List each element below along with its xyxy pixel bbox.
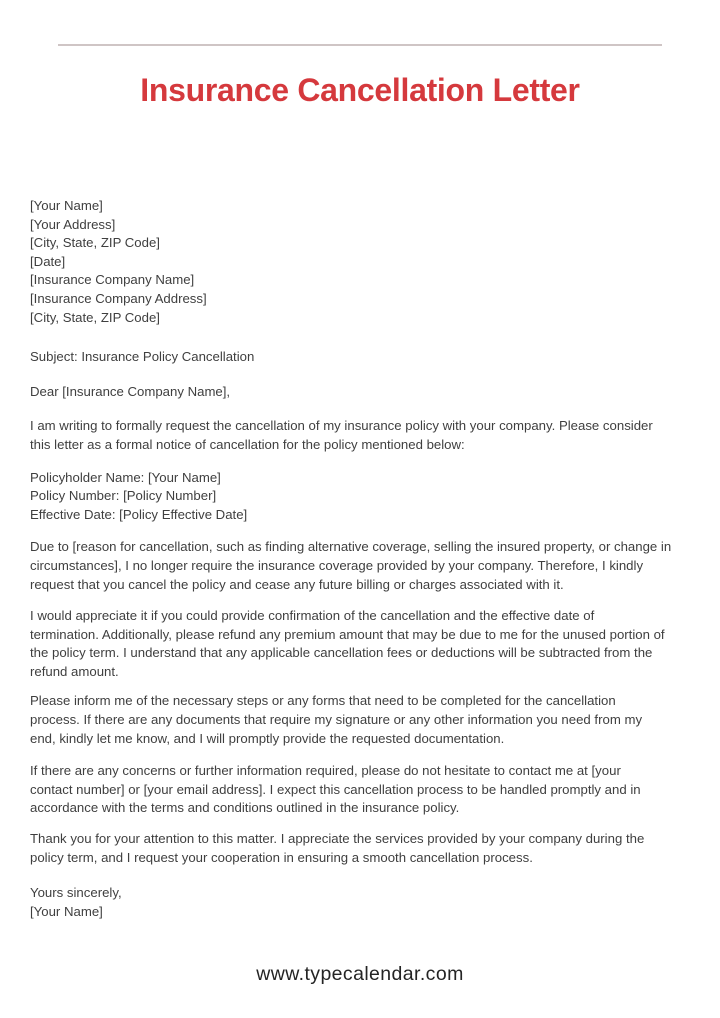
address-line: [Insurance Company Name] bbox=[30, 272, 195, 288]
paragraph-line: termination. Additionally, please refund any premium amount that may be due to me for the unused portion of bbox=[30, 626, 665, 642]
paragraph bbox=[30, 538, 692, 594]
paragraph-line: this letter as a formal notice of cancellation for the policy mentioned below: bbox=[30, 436, 465, 452]
letter-body bbox=[30, 197, 692, 921]
policy-line: Effective Date: [Policy Effective Date] bbox=[30, 506, 248, 522]
closing bbox=[30, 884, 692, 921]
paragraph-line: If there are any concerns or further information required, please do not hesitate to contact me at [your bbox=[30, 763, 621, 779]
address-line: [Your Address] bbox=[30, 216, 116, 232]
paragraph bbox=[30, 762, 692, 818]
paragraph bbox=[30, 607, 692, 681]
address-line: [City, State, ZIP Code] bbox=[30, 309, 160, 325]
closing-line: [Your Name] bbox=[30, 903, 103, 919]
paragraph-line: I am writing to formally request the cancellation of my insurance policy with your company. Please consider bbox=[30, 418, 653, 434]
paragraph-line: circumstances], I no longer require the insurance coverage provided by your company. Therefore, I kindly bbox=[30, 557, 644, 573]
paragraph-line: end, kindly let me know, and I will promptly provide the requested documentation. bbox=[30, 730, 505, 746]
paragraph-line: policy term, and I request your cooperation in ensuring a smooth cancellation process. bbox=[30, 849, 533, 865]
address-line: [City, State, ZIP Code] bbox=[30, 235, 160, 251]
address-line: [Your Name] bbox=[30, 198, 103, 213]
paragraph bbox=[30, 692, 692, 748]
address-line: [Insurance Company Address] bbox=[30, 290, 207, 306]
paragraph-line: the policy term. I understand that any applicable cancellation fees or deductions will be subtracted from the bbox=[30, 645, 653, 661]
footer-url: www.typecalendar.com bbox=[256, 963, 464, 986]
greeting-text: Dear [Insurance Company Name], bbox=[30, 383, 231, 399]
subject-line bbox=[30, 348, 692, 367]
subject-text: Subject: Insurance Policy Cancellation bbox=[30, 349, 255, 365]
closing-line: Yours sincerely, bbox=[30, 885, 122, 901]
policy-details bbox=[30, 469, 692, 525]
paragraph-line: request that you cancel the policy and cease any future billing or charges associated with it. bbox=[30, 576, 564, 592]
paragraph-line: I would appreciate it if you could provide confirmation of the cancellation and the effective date of bbox=[30, 608, 595, 624]
paragraph-line: Due to [reason for cancellation, such as finding alternative coverage, selling the insured property, or change in bbox=[30, 539, 672, 555]
paragraph-line: contact number] or [your email address]. I expect this cancellation process to be handled promptly and in bbox=[30, 781, 641, 797]
policy-line: Policyholder Name: [Your Name] bbox=[30, 469, 221, 485]
header-divider bbox=[58, 44, 662, 46]
page-title: Insurance Cancellation Letter bbox=[140, 72, 580, 108]
address-block bbox=[30, 197, 692, 327]
paragraph-line: refund amount. bbox=[30, 663, 119, 679]
paragraph bbox=[30, 830, 692, 867]
paragraph-line: Please inform me of the necessary steps or any forms that need to be completed for the cancellation bbox=[30, 693, 616, 709]
policy-line: Policy Number: [Policy Number] bbox=[30, 488, 217, 504]
greeting bbox=[30, 383, 692, 402]
address-line: [Date] bbox=[30, 253, 66, 269]
paragraph-line: process. If there are any documents that require my signature or any other information you need from my bbox=[30, 712, 643, 728]
paragraph-line: accordance with the terms and conditions outlined in the insurance policy. bbox=[30, 800, 460, 816]
paragraph-line: Thank you for your attention to this matter. I appreciate the services provided by your company during the bbox=[30, 831, 645, 847]
paragraph bbox=[30, 417, 692, 454]
